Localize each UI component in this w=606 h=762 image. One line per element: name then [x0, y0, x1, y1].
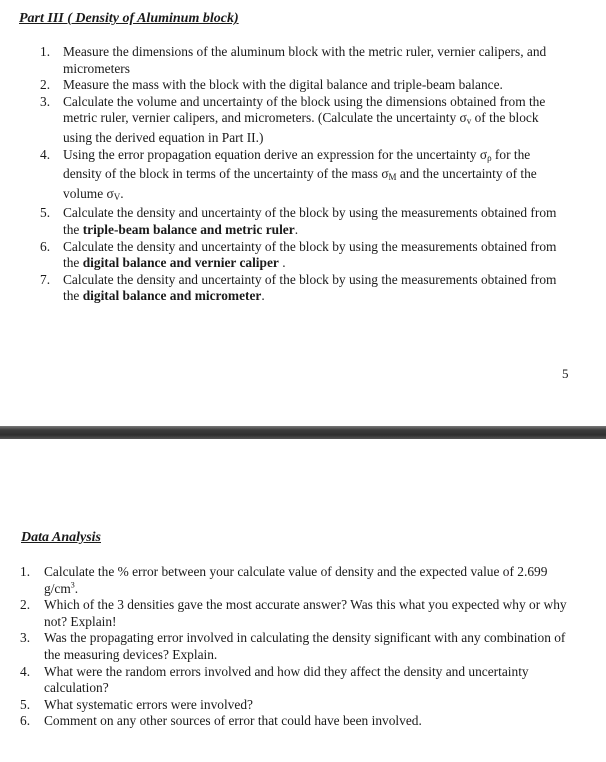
list-item-text: Calculate the % error between your calculate value of density and the expected value of 2.699 g/cm	[44, 564, 548, 596]
subscript: M	[388, 172, 397, 183]
list-item-text: What were the random errors involved and how did they affect the density and uncertainty calculation?	[44, 663, 529, 696]
section-heading-part-3: Part III ( Density of Aluminum block)	[19, 11, 239, 26]
list-item-text: Which of the 3 densities gave the most accurate answer? Was this what you expected why or why not? Explain!	[44, 597, 567, 629]
list-number: 2.	[40, 77, 51, 93]
list-number: 1.	[40, 44, 51, 59]
list-item	[40, 77, 570, 94]
list-item	[20, 713, 570, 730]
list-number: 2.	[20, 597, 31, 613]
list-number: 3.	[40, 93, 51, 109]
list-item	[20, 564, 570, 597]
list-number: 5.	[20, 696, 31, 712]
subscript: V	[113, 191, 121, 202]
subscript: ρ	[487, 152, 492, 163]
list-item-text: .	[261, 288, 265, 304]
list-item-text: Comment on any other sources of error that could have been involved.	[44, 713, 422, 729]
part-3-procedure-list	[40, 44, 570, 305]
bold-text: digital balance and vernier caliper	[82, 255, 279, 271]
list-item-text: Measure the mass with the block with the digital balance and triple-beam balance.	[63, 77, 503, 93]
list-item-text: Using the error propagation equation derive an expression for the uncertainty σ	[63, 146, 488, 162]
page-divider	[0, 426, 606, 439]
list-number: 7.	[40, 271, 51, 287]
list-item	[20, 664, 570, 697]
list-item-text: .	[74, 580, 79, 596]
list-item-text: and the uncertainty of the volume σ	[63, 166, 537, 201]
list-item	[20, 630, 570, 663]
list-item	[40, 147, 570, 206]
list-item	[40, 272, 570, 305]
list-item-text: What systematic errors were involved?	[44, 696, 253, 712]
list-number: 6.	[40, 238, 51, 254]
list-item-text: Calculate the volume and uncertainty of the block using the dimensions obtained from the metric ruler, vernier calipers, and micrometers. (Calculate the uncertainty σ	[63, 93, 546, 126]
list-item	[20, 597, 570, 630]
data-analysis-question-list	[20, 564, 570, 730]
list-item	[40, 205, 570, 238]
list-item-text: Measure the dimensions of the aluminum block with the metric ruler, vernier calipers, and micrometers	[63, 44, 547, 76]
list-item-text: Calculate the density and uncertainty of the block by using the measurements obtained from the	[63, 205, 557, 237]
list-number: 5.	[40, 205, 51, 221]
list-number: 6.	[20, 713, 31, 729]
document-page-2	[0, 439, 606, 762]
section-heading-data-analysis: Data Analysis	[21, 530, 101, 545]
list-item	[40, 94, 570, 147]
superscript: 3	[70, 580, 75, 590]
list-item-text: .	[294, 221, 299, 237]
list-number: 3.	[20, 630, 31, 646]
list-item-text: .	[120, 185, 124, 201]
list-number: 4.	[20, 663, 31, 679]
bold-text: triple-beam balance and metric ruler	[82, 221, 295, 237]
list-item-text: .	[278, 255, 286, 271]
list-item	[40, 44, 570, 77]
list-item-text: Calculate the density and uncertainty of the block by using the measurements obtained from the	[63, 238, 557, 271]
subscript: v	[466, 116, 472, 127]
bold-text: digital balance and micrometer	[82, 288, 262, 304]
list-item	[20, 697, 570, 714]
list-item	[40, 239, 570, 272]
list-item-text: of the block using the derived equation in Part II.)	[63, 110, 539, 145]
list-item-text: Was the propagating error involved in calculating the density significant with any combination of the measuring devices? Explain.	[44, 630, 566, 662]
list-number: 1.	[20, 564, 31, 579]
list-item-text: for the density of the block in terms of the uncertainty of the mass σ	[63, 146, 531, 182]
page-number: 5	[562, 366, 569, 381]
list-number: 4.	[40, 146, 51, 162]
list-item-text: Calculate the density and uncertainty of the block by using the measurements obtained from the	[63, 271, 557, 304]
